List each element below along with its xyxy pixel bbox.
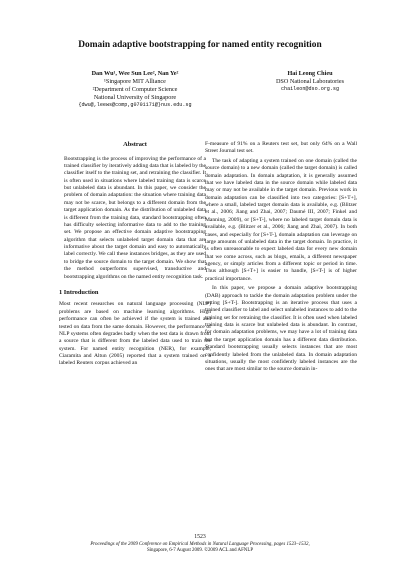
abstract-heading: Abstract — [123, 141, 147, 148]
affiliation-line: ¹Singapore MIT Alliance — [104, 77, 166, 85]
page-number: 1523 — [194, 534, 206, 540]
affiliation-line: National University of Singapore — [93, 93, 177, 101]
abstract-text: Bootstrapping is the process of improving the performance of a trained classifier by iteratively adding data that is labeled by the classifier itself to the training set, and retraining the classifier. It is often used in situations where labeled training data is scarce but unlabeled data is abundant. In this paper, we consider the problem of domain adaptation: the situation where training data may not be scarce, but belongs to a different domain from the target application domain. As the distribution of unlabeled data is different from the training data, standard bootstrapping often has difficulty selecting informative data to add to the training set. We propose an effective domain adaptive bootstrapping algorithm that selects unlabeled target domain data that are informative about the target domain and easy to automatically label correctly. We call these instances bridges, as they are used to bridge the source domain to the target domain. We show that the method outperforms supervised, transductive and bootstrapping algorithms on the named entity recognition task. — [64, 155, 207, 280]
section-heading: 1 Introduction — [59, 288, 99, 296]
proceedings-footer — [40, 542, 360, 555]
author-names: Dan Wu¹, Wee Sun Lee², Nan Ye² — [91, 70, 179, 77]
paper-title: Domain adaptive bootstrapping for named entity recognition — [78, 40, 322, 50]
paragraph: F-measure of 91% on a Reuters test set, but only 64% on a Wall Street Journal test set. — [205, 141, 357, 155]
paragraph: Most recent researches on natural language processing (NLP) problems are based on machine learning algorithms. High performance can often be achieved if the system is trained and tested on data from the same domain. However, the performance of NLP systems often degrades badly when the test data is drawn from a source that is different from the labeled data used to train the system. For named entity recognition (NER), for example, Ciaramita and Altun (2005) reported that a system trained on a labeled Reuters corpus achieved an — [59, 301, 211, 367]
paragraph: The task of adapting a system trained on one domain (called the source domain) to a new domain (called the target domain) is called domain adaptation. In domain adaptation, it is generally assumed that we have labeled data in the source domain while labeled data may or may not be available in the target domain. Previous work in domain adaptation can be classified into two categories: [S+T+], where a small, labeled target domain data is available, e.g. (Blitzer et al., 2006; Jiang and Zhai, 2007; Daumé III, 2007; Finkel and Manning, 2009), or [S+T-], where no labeled target domain data is available, e.g. (Blitzer et al., 2006; Jiang and Zhai, 2007). In both cases, and especially for [S+T-], domain adaptation can leverage on large amounts of unlabeled data in the target domain. In practice, it is often unreasonable to expect labeled data for every new domain that we come across, such as blogs, emails, a different newspaper agency, or simply articles from a different topic or period in time. Thus although [S+T+] is easier to handle, [S+T-] is of higher practical importance. — [205, 157, 357, 282]
paragraph: In this paper, we propose a domain adaptive bootstrapping (DAB) approach to tackle the domain adaptation problem under the setting [S+T-]. Bootstrapping is an iterative process that uses a trained classifier to label and select unlabeled instances to add to the training set for retraining the classifier. It is often used when labeled training data is scarce but unlabeled data is abundant. In contrast, for domain adaptation problems, we may have a lot of training data but the target application domain has a different data distribution. Standard bootstrapping usually selects instances that are most confidently labeled from the unlabeled data. In domain adaptation situations, usually the most confidently labeled instances are the ones that are most similar to the source domain in- — [205, 285, 357, 373]
affiliation-line: DSO National Laboratories — [275, 77, 345, 85]
author-email: {dwu@,leews@comp,g0701171@}nus.edu.sg — [78, 101, 192, 108]
affiliation-line: ²Department of Computer Science — [92, 85, 178, 93]
author-email: chaileon@dso.org.sg — [280, 85, 340, 92]
right-column — [205, 141, 357, 376]
author-name: Hai Leong Chieu — [287, 70, 333, 77]
author-group-right — [250, 70, 370, 92]
author-group-left — [40, 70, 230, 108]
left-column — [59, 141, 211, 370]
footer-line: Singapore, 6-7 August 2009. ©2009 ACL and AFNLP — [146, 548, 254, 554]
footer-line: Proceedings of the 2009 Conference on Empirical Methods in Natural Language Processing, pages 1523–1532, — [90, 542, 310, 547]
